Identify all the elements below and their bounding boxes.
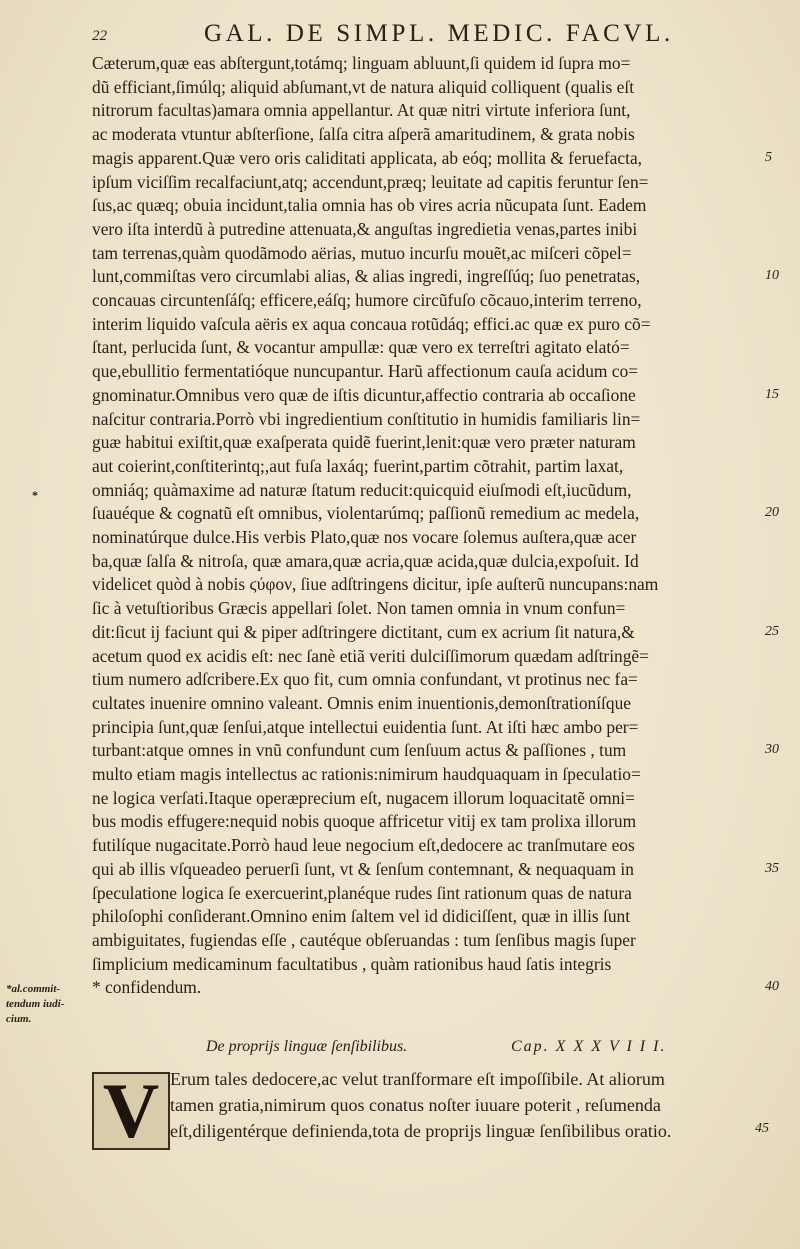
- margin-note-line: cium.: [6, 1013, 32, 1025]
- margin-note: [6, 982, 90, 1027]
- text-line: ipſum viciſſim recalfaciunt,atq; accendunt,præq; leuitate ad capitis feruntur ſen=: [92, 171, 649, 192]
- text-line: ſpeculatione logica ſe exercuerint,planéque rudes ſint rationum quas de natura: [92, 882, 632, 903]
- text-line: ba,quæ ſalſa & nitroſa, quæ amara,quæ acria,quæ acida,quæ dulcia,expoſuit. Id: [92, 550, 639, 571]
- text-line: Erum tales dedocere,ac velut tranſformare eſt impoſſibile. At aliorum: [170, 1069, 665, 1089]
- line-number: 10: [765, 268, 779, 284]
- text-line: nominatúrque dulce.His verbis Plato,quæ nos vocare ſolemus auſtera,quæ acer: [92, 527, 637, 547]
- text-line: tium numero adſcribere.Ex quo fit, cum omnia confundant, vt protinus nec fa=: [92, 669, 638, 690]
- running-head: GAL. DE SIMPL. MEDIC. FACVL.: [204, 20, 674, 47]
- line-number: 35: [765, 860, 779, 876]
- line-number: 45: [755, 1121, 769, 1136]
- line-number: 30: [765, 742, 779, 758]
- margin-note-line: *al.commit-: [6, 983, 61, 995]
- text-line: nitrorum facultas)amara omnia appellantur. At quæ nitri virtute inferiora ſunt,: [92, 100, 631, 121]
- text-line: ne logica verſati.Itaque operæprecium eſt, nugacem illorum loquacitatẽ omni=: [92, 787, 635, 808]
- line-number: 5: [765, 149, 772, 165]
- text-line: cultates inuenire omnino valeant. Omnis enim inuentionis,demonſtrationíſque: [92, 692, 631, 713]
- text-line: futilíque nugacitate.Porrò haud leue negocium eſt,dedocere ac tranſmutare eos: [92, 835, 635, 856]
- text-line: tam terrenas,quàm quodãmodo aërias, mutuo incurſu mouẽt,ac miſceri cõpel=: [92, 242, 632, 263]
- text-line: vero iſta interdũ à putredine attenuata,& anguſtas ingredietia venas,partes inibi: [92, 218, 638, 239]
- text-line: philoſophi conſiderant.Omnino enim ſaltem vel id didiciſſent, quæ in illis ſunt: [92, 906, 631, 927]
- text-line: omniáq; quàmaxime ad naturæ ſtatum reducit:quicquid eiuſmodi eſt,iucũdum,: [92, 479, 632, 500]
- text-line: tamen gratia,nimirum quos conatus noſter iuuare poterit , reſumenda: [170, 1095, 661, 1115]
- line-number: 15: [765, 386, 779, 402]
- text-line: ſuauéque & cognatũ eſt omnibus, violentarúmq; paſſionũ remedium ac medela,: [92, 503, 640, 524]
- text-line: lunt,commiſtas vero circumlabi alias, & alias ingredi, ingreſſúq; ſuo penetratas,: [92, 266, 641, 287]
- text-line: aut coierint,conſtiterintq;,aut fuſa laxáq; fuerint,partim cõtrahit, partim laxat,: [92, 455, 624, 476]
- page-header: [92, 20, 712, 54]
- line-number: 25: [765, 623, 779, 639]
- text-line: multo etiam magis intellectus ac rationis:nimirum haudquaquam in ſpeculatio=: [92, 764, 641, 784]
- text-line: gnominatur.Omnibus vero quæ de iſtis dicuntur,affectio contraria ab occaſione: [92, 384, 636, 405]
- text-line: eſt,diligentérque definienda,tota de proprijs linguæ ſenſibilibus oratio.: [170, 1121, 672, 1141]
- initial-letter: V: [102, 1072, 160, 1150]
- text-line: dit:ſicut ij faciunt qui & piper adſtringere dictitant, cum ex acrium ſit natura,&: [92, 621, 635, 642]
- margin-dagger: *: [32, 488, 38, 502]
- chapter-number: Cap. X X X V I I I.: [511, 1038, 667, 1055]
- text-line: ſic à vetuſtioribus Græcis appellari ſolet. Non tamen omnia in vnum confun=: [92, 598, 626, 619]
- line-number: 20: [765, 505, 779, 521]
- text-line: acetum quod ex acidis eſt: nec ſanè etiã veriti dulciſſimorum quædam adſtringẽ=: [92, 645, 649, 666]
- text-line: Cæterum,quæ eas abſtergunt,totámq; linguam abluunt,ſi quidem id ſupra mo=: [92, 53, 631, 73]
- text-line: * confidendum.: [92, 977, 202, 998]
- text-line: ſtant, perlucida ſunt, & vocantur ampullæ: quæ vero ex terreſtri agitato elató=: [92, 337, 630, 358]
- margin-note-line: tendum iudi-: [6, 998, 65, 1010]
- text-line: ſimplicium medicaminum facultatibus , quàm rationibus haud ſatis integris: [92, 953, 612, 974]
- text-line: guæ habitui exiſtit,quæ exaſperata quidẽ fuerint,lenit:quæ vero præter naturam: [92, 432, 636, 453]
- line-number: 40: [765, 979, 779, 995]
- text-line: magis apparent.Quæ vero oris caliditati applicata, ab eóq; mollita & feruefacta,: [92, 147, 643, 168]
- text-line: concauas circuntenſáſq; efficere,eáſq; humore circũfuſo cõcauo,interim terreno,: [92, 290, 642, 310]
- text-line: naſcitur contraria.Porrò vbi ingredientium conſtitutio in humidis familiaris lin=: [92, 408, 641, 429]
- text-line: turbant:atque omnes in vnũ confundunt cum ſenſuum actus & paſſiones , tum: [92, 740, 627, 761]
- text-line: que,ebullitio fermentatióque nuncupantur. Harũ affectionum cauſa acidum co=: [92, 361, 638, 382]
- text-line: ac moderata vtuntur abſterſione, ſalſa citra aſperã amaritudinem, & grata nobis: [92, 124, 635, 145]
- text-line: ſus,ac quæq; obuia incidunt,talia omnia has ob vires acria nũcupata ſunt. Eadem: [92, 195, 647, 216]
- text-line: interim liquido vaſcula aëris ex aqua concaua rotũdáq; effici.ac quæ ex puro cõ=: [92, 313, 651, 334]
- text-line: dũ efficiant,ſimúlq; aliquid abſumant,vt de natura aliquid colliquent (qualis eſt: [92, 76, 635, 97]
- page-number: 22: [92, 28, 107, 44]
- text-line: qui ab illis vſqueadeo peruerſi ſunt, vt & ſenſum contemnant, & nequaquam in: [92, 858, 634, 879]
- text-line: ambiguitates, fugiendas eſſe , cautéque obſeruandas : tum ſenſibus magis ſuper: [92, 929, 636, 950]
- decorated-initial: [92, 1072, 170, 1150]
- text-line: videlicet quòd à nobis ϛύφον, ſiue adſtringens dicitur, ipſe auſterũ nuncupans:nam: [92, 574, 659, 595]
- text-line: principia ſunt,quæ ſenſui,atque intellectui euidentia ſunt. At iſti hæc ambo per=: [92, 716, 639, 737]
- text-line: bus modis effugere:nequid nobis quoque affricetur vitij ex tam prolixa illorum: [92, 811, 637, 832]
- chapter-title: De proprijs linguæ ſenſibilibus.: [206, 1038, 408, 1055]
